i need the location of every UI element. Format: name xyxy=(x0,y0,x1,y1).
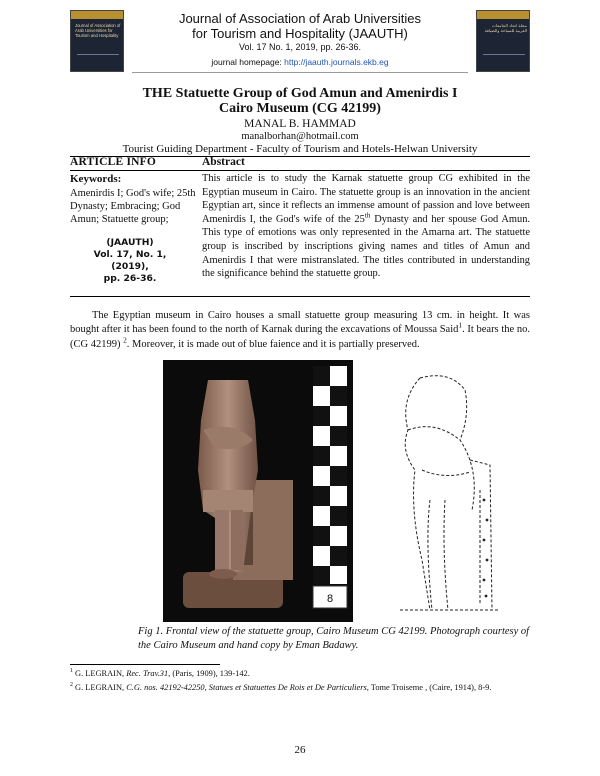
author-name: MANAL B. HAMMAD xyxy=(244,118,356,130)
journal-header xyxy=(70,10,530,74)
citation-journal: (JAAUTH) xyxy=(106,236,154,248)
journal-homepage xyxy=(132,56,468,68)
citation-volume: Vol. 17, No. 1, xyxy=(93,248,167,260)
cover-left-text: Journal of Association of Arab Universities for Tourism and Hospitality xyxy=(75,23,121,39)
keywords-text: Amenirdis I; God's wife; 25th Dynasty; Embracing; God Amun; Statuette group; xyxy=(70,188,196,226)
body-paragraph: The Egyptian museum in Cairo houses a small statuette group measuring 13 cm. in height. It was bought after it has been found to the north of Karnak during the excavations of Moussa Said$^1$. It bears the no. (CG 42199) $^2$. Moreover, it is made out of blue faience and it is partially preserved. xyxy=(70,310,530,350)
article-info-heading: ARTICLE INFO xyxy=(70,156,157,168)
page-number: 26 xyxy=(294,744,306,756)
footnote-1: $^1$ G. LEGRAIN, Rec. Trav.31, (Paris, 1909), 139-142. xyxy=(70,668,250,678)
journal-cover-thumbnail-left xyxy=(70,10,124,72)
citation-block xyxy=(70,237,190,285)
journal-cover-thumbnail-right xyxy=(476,10,530,72)
journal-title-line2: for Tourism and Hospitality (JAAUTH) xyxy=(192,26,408,41)
scale-bar xyxy=(313,366,347,608)
section-rule-middle xyxy=(70,170,530,171)
article-title-line2: Cairo Museum (CG 42199) xyxy=(219,101,381,116)
keywords-label: Keywords: xyxy=(70,173,122,185)
cover-right-text: مجلة اتحاد الجامعات العربية للسياحة والضيافة xyxy=(484,23,527,34)
citation-year: (2019), xyxy=(111,260,149,272)
footnote-2: $^2$ G. LEGRAIN, C.G. nos. 42192-42250, Statues et Statuettes De Rois et De Particuliers, Tome Troiseme , (Caire, 1914), 8-9. xyxy=(70,682,492,692)
figure-caption: Fig 1. Frontal view of the statuette group, Cairo Museum CG 42199. Photograph courtesy of the Cairo Museum and hand copy by Eman Badawy. xyxy=(138,626,530,651)
journal-masthead xyxy=(132,10,468,73)
author-email: manalborhan@hotmail.com xyxy=(241,131,359,142)
abstract-heading: Abstract xyxy=(202,156,245,168)
homepage-label: journal homepage: xyxy=(211,57,282,67)
citation-pages: pp. 26-36. xyxy=(103,272,157,284)
statuette-photograph xyxy=(163,360,353,622)
section-rule-bottom xyxy=(70,296,530,297)
article-title-line1: THE Statuette Group of God Amun and Amenirdis I xyxy=(142,86,458,101)
journal-title-line1: Journal of Association of Arab Universities xyxy=(178,11,422,26)
journal-volume-line: Vol. 17 No. 1, 2019, pp. 26-36. xyxy=(238,42,362,52)
scale-bar-label: 8 xyxy=(326,593,334,605)
footnote-rule xyxy=(70,664,220,665)
hand-copy-drawing xyxy=(360,360,530,622)
author-affiliation: Tourist Guiding Department - Faculty of Tourism and Hotels-Helwan University xyxy=(122,143,478,155)
article-info-panel xyxy=(70,173,198,285)
abstract-text: This article is to study the Karnak statuette group CG exhibited in the Egyptian museum in Cairo. The statuette group is an innovation in the ancient Egyptian art, since it reflects an immense amount of passion and love between Amenirdis I, the God's wife of the 25th Dynasty and her spouse God Amun. This type of emotions was only represented in the Amarna art. The statuette group is inscribed by inscriptions giving names and titles of Amun and Amenirdis I that were mistranslated. The titles contributed in understanding the significance behind the statuette group. xyxy=(202,173,530,280)
homepage-link[interactable]: http://jaauth.journals.ekb.eg xyxy=(284,57,389,67)
